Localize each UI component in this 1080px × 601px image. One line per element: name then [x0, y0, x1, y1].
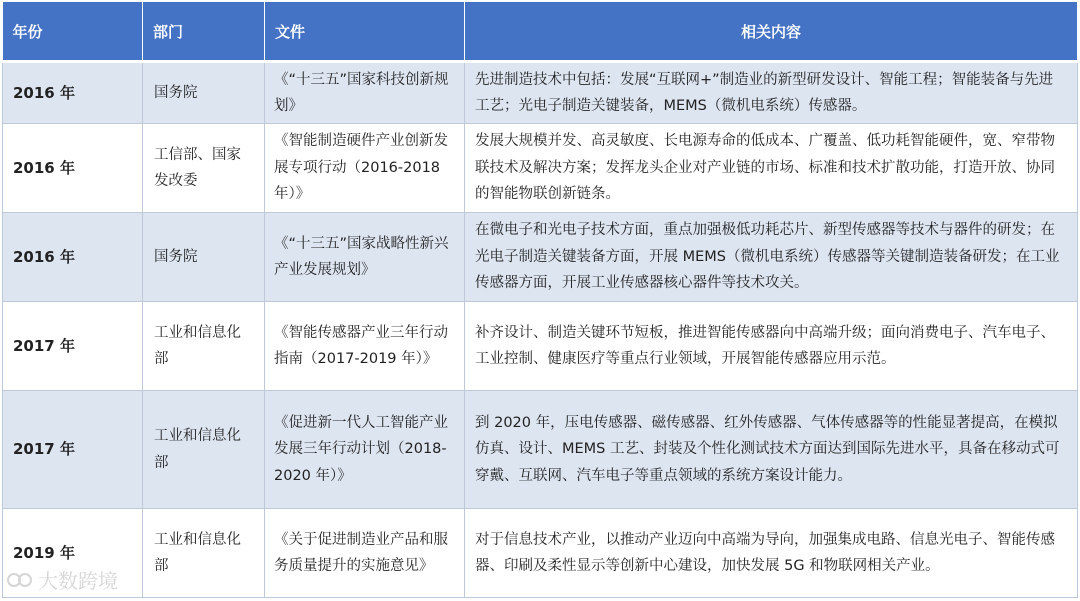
brand-logo-icon: [6, 570, 34, 590]
header-department: 部门: [143, 2, 265, 62]
table-row: [3, 62, 1078, 124]
header-document: 文件: [265, 2, 465, 62]
document-cell: 《促进新一代人工智能产业发展三年行动计划（2018-2020 年）》: [265, 391, 465, 509]
department-cell: 工业和信息化部: [143, 509, 265, 598]
document-cell: 《智能制造硬件产业创新发展专项行动（2016-2018 年）》: [265, 124, 465, 213]
department-cell: 工信部、国家发改委: [143, 124, 265, 213]
document-cell: 《智能传感器产业三年行动指南（2017-2019 年）》: [265, 302, 465, 391]
year-cell: 2016 年: [3, 124, 143, 213]
department-cell: 工业和信息化部: [143, 302, 265, 391]
table-row: [3, 302, 1078, 391]
document-cell: 《关于促进制造业产品和服务质量提升的实施意见》: [265, 509, 465, 598]
year-cell: 2016 年: [3, 62, 143, 124]
watermark: [6, 565, 118, 594]
content-cell: 发展大规模并发、高灵敏度、长电源寿命的低成本、广覆盖、低功耗智能硬件，宽、窄带物联技术及解决方案；发挥龙头企业对产业链的市场、标准和技术扩散功能，打造开放、协同的智能物联创新链条。: [465, 124, 1078, 213]
year-cell: 2017 年: [3, 302, 143, 391]
department-cell: 国务院: [143, 213, 265, 302]
watermark-text: 大数跨境: [38, 569, 118, 593]
table-row: [3, 391, 1078, 509]
policy-table: [2, 2, 1078, 598]
table-row: [3, 509, 1078, 598]
year-cell: 2016 年: [3, 213, 143, 302]
content-cell: 先进制造技术中包括：发展“互联网+”制造业的新型研发设计、智能工程；智能装备与先进工艺；光电子制造关键装备，MEMS（微机电系统）传感器。: [465, 62, 1078, 124]
document-cell: 《“十三五”国家战略性新兴产业发展规划》: [265, 213, 465, 302]
header-content: 相关内容: [465, 2, 1078, 62]
content-cell: 到 2020 年，压电传感器、磁传感器、红外传感器、气体传感器等的性能显著提高，在模拟仿真、设计、MEMS 工艺、封装及个性化测试技术方面达到国际先进水平，具备在移动式可穿戴、互联网、汽车电子等重点领域的系统方案设计能力。: [465, 391, 1078, 509]
year-cell: 2019 年: [3, 509, 143, 598]
table-row: [3, 124, 1078, 213]
content-cell: 补齐设计、制造关键环节短板，推进智能传感器向中高端升级；面向消费电子、汽车电子、工业控制、健康医疗等重点行业领域，开展智能传感器应用示范。: [465, 302, 1078, 391]
department-cell: 工业和信息化部: [143, 391, 265, 509]
department-cell: 国务院: [143, 62, 265, 124]
year-cell: 2017 年: [3, 391, 143, 509]
header-year: 年份: [3, 2, 143, 62]
document-cell: 《“十三五”国家科技创新规划》: [265, 62, 465, 124]
content-cell: 对于信息技术产业，以推动产业迈向中高端为导向，加强集成电路、信息光电子、智能传感器、印刷及柔性显示等创新中心建设，加快发展 5G 和物联网相关产业。: [465, 509, 1078, 598]
header-row: [3, 2, 1078, 62]
content-cell: 在微电子和光电子技术方面，重点加强极低功耗芯片、新型传感器等技术与器件的研发；在光电子制造关键装备方面，开展 MEMS（微机电系统）传感器等关键制造装备研发；在工业传感器方面，开展工业传感器核心器件等技术攻关。: [465, 213, 1078, 302]
table-row: [3, 213, 1078, 302]
